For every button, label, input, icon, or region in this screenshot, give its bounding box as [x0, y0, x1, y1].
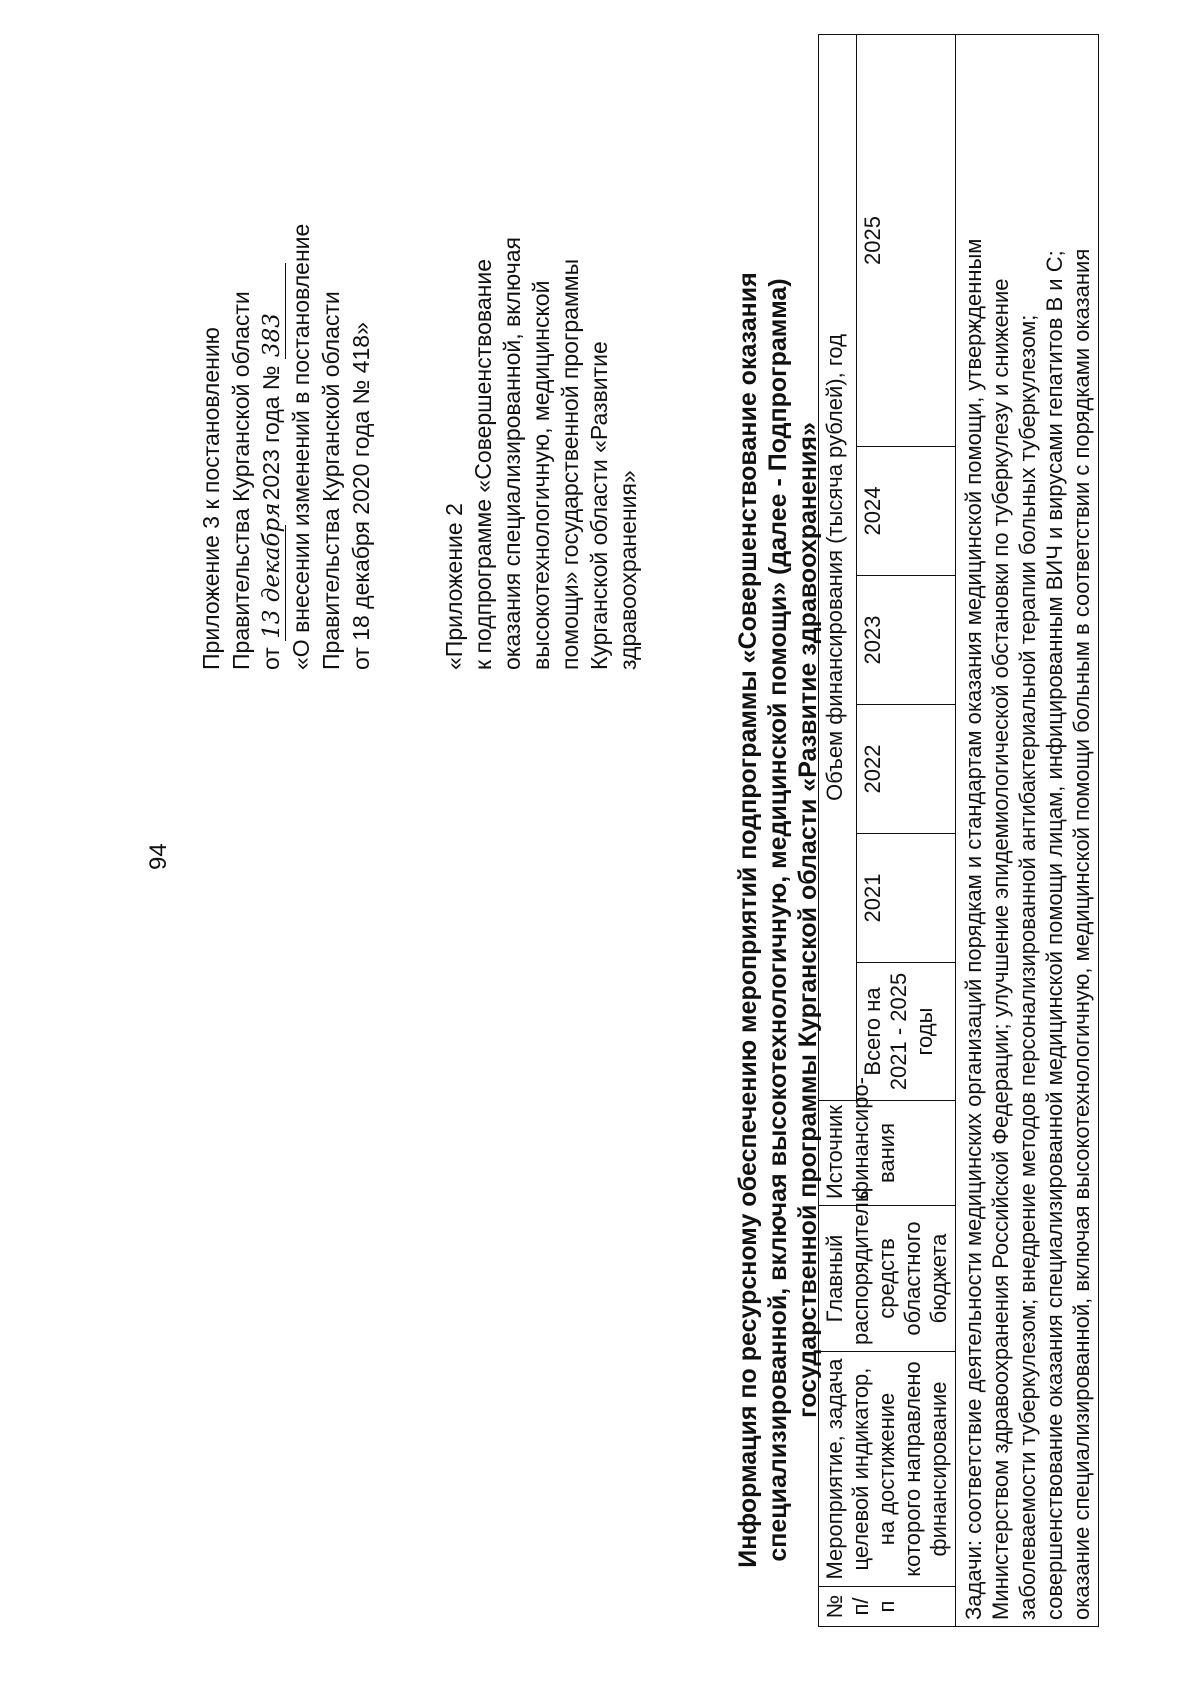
date-prefix: от — [258, 647, 284, 670]
header-manager: Главный распорядитель средств областного бюджета — [819, 1206, 956, 1352]
appendix-line: «Приложение 2 — [441, 503, 467, 670]
appendix-line: оказания специализированной, включая — [499, 237, 525, 670]
header-num: № п/п — [819, 1587, 956, 1627]
header-total: Всего на 2021 - 2025 годы — [857, 963, 956, 1101]
appendix-line: Курганской области «Развитие — [586, 341, 612, 670]
title-line: государственной программы Курганской области «Развитие здравоохранения» — [794, 422, 822, 1418]
approval-line: Правительства Курганской области — [318, 291, 344, 670]
handwritten-date: 13 декабря — [259, 502, 285, 639]
header-year: 2024 — [857, 447, 956, 576]
title-line: специализированной, включая высокотехнологичную, медицинской помощи» (далее - Подпрограмма) — [764, 278, 792, 1562]
page-number: 94 — [145, 843, 172, 870]
appendix-line: помощи» государственной программы — [557, 258, 583, 670]
appendix-block — [440, 30, 643, 670]
approval-line: от 18 декабря 2020 года № 418» — [348, 322, 374, 670]
document-title — [733, 255, 823, 1585]
header-year: 2025 — [857, 34, 956, 446]
approval-line: Правительства Курганской области — [228, 291, 254, 670]
approval-date-line — [256, 20, 286, 670]
task-line: Задачи: соответствие деятельности медицинских организаций порядкам и стандартам оказания медицинской помощи, утвержденным — [961, 238, 986, 1620]
header-year: 2021 — [857, 834, 956, 963]
date-year: 2023 года № — [258, 365, 284, 501]
appendix-line: к подпрограмме «Совершенствование — [470, 259, 496, 670]
title-line: Информация по ресурсному обеспечению мероприятий подпрограммы «Совершенствование оказания — [734, 272, 762, 1568]
header-source: Источник финансиро-вания — [819, 1101, 956, 1206]
approval-block — [196, 20, 376, 670]
handwritten-number: 383 — [259, 263, 286, 359]
header-volume: Объем финансирования (тысяча рублей), год — [819, 34, 857, 1100]
task-row — [956, 34, 1099, 1626]
task-line: совершенствование оказания специализированной медицинской помощи лицам, инфицированным ВИЧ и вирусами гепатитов В и С; — [1042, 250, 1067, 1620]
header-event: Мероприятие, задача целевой индикатор, на достижение которого направлено финансирование — [819, 1352, 956, 1587]
approval-line: «О внесении изменений в постановление — [288, 223, 314, 670]
approval-line: Приложение 3 к постановлению — [198, 327, 224, 670]
task-line: оказание специализированной, включая высокотехнологичную, медицинской помощи больным в соответствии с порядками оказания — [1069, 248, 1094, 1620]
header-year: 2022 — [857, 705, 956, 834]
financing-table — [818, 34, 1099, 1627]
appendix-line: высокотехнологичную, медицинской — [528, 280, 554, 670]
task-line: заболеваемости туберкулезом; внедрение методов персонализированной антибактериальной терапии больных туберкулезом; — [1015, 314, 1040, 1620]
appendix-line: здравоохранения» — [615, 470, 641, 670]
task-line: Министерством здравоохранения Российской Федерации; улучшение эпидемиологической обстановки по туберкулезу и снижение — [988, 278, 1013, 1620]
header-year: 2023 — [857, 576, 956, 705]
